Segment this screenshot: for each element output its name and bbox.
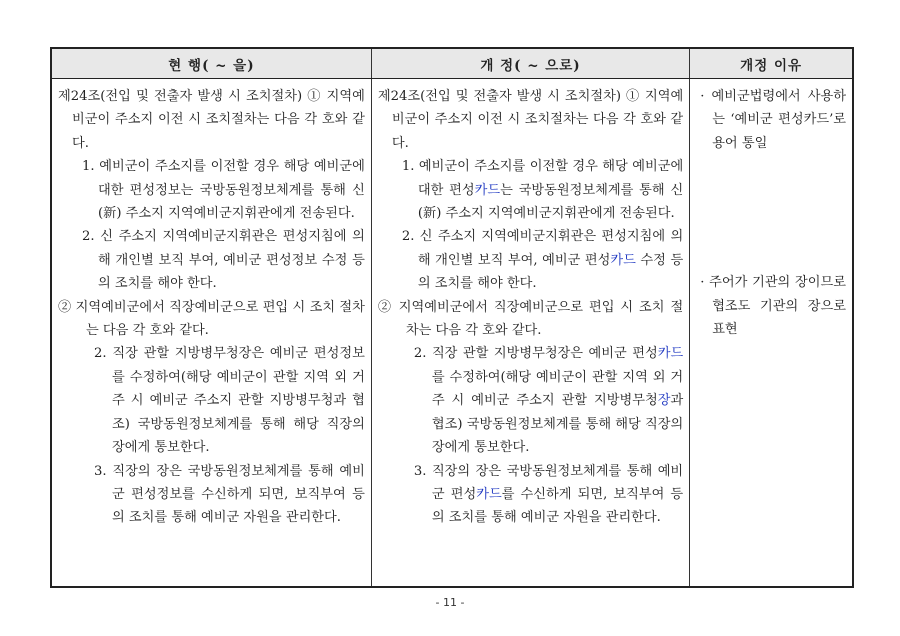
header-revised: 개 정( ~ 으로) xyxy=(371,48,689,79)
revised-article-title: 제24조(전입 및 전출자 발생 시 조치절차) ① 지역예비군이 주소지 이전 시 조치절차는 다음 각 호와 같다. xyxy=(377,89,684,151)
revised-p2-item-2-text-b: 를 수정하여(해당 예비군이 관할 지역 외 거주 시 예비군 주소지 관할 지방병무청 xyxy=(431,369,684,409)
reason-1: · 예비군법령에서 사용하는 ‘예비군 편성카드’로 용어 통일 xyxy=(700,89,846,151)
revised-item-1-text-b: 는 국방동원정보체계를 통해 신(新) 주소지 지역예비군지휘관에게 전송된다. xyxy=(417,182,684,222)
revised-p2-item-3-highlight: 카드 xyxy=(476,486,502,502)
current-article-title: 제24조(전입 및 전출자 발생 시 조치절차) ① 지역예비군이 주소지 이전 시 조치절차는 다음 각 호와 같다. xyxy=(58,89,365,151)
revised-p2-item-2-text-a: 2. 직장 관할 지방병무청장은 예비군 편성 xyxy=(413,346,658,362)
revised-item-2-text-a: 2. 신 주소지 지역예비군지휘관은 편성지침에 의해 개인별 보직 부여, 예비군 편성 xyxy=(401,229,684,268)
reason-2: · 주어가 기관의 장이므로 협조도 기관의 장으로 표현 xyxy=(700,275,846,338)
revised-p2-item-2-highlight-2: 장 xyxy=(657,393,671,409)
current-paragraph-2-item-3: 3. 직장의 장은 국방동원정보체계를 통해 예비군 편성정보를 수신하게 되면, 보직부여 등의 조치를 통해 예비군 자원을 관리한다. xyxy=(94,463,365,526)
revised-item-1 xyxy=(386,155,683,225)
header-row xyxy=(51,48,853,79)
current-column xyxy=(51,79,371,588)
reason-column xyxy=(690,79,853,588)
header-reason: 개정 이유 xyxy=(690,48,853,79)
content-row xyxy=(51,79,853,588)
revised-paragraph-2-item-3 xyxy=(386,460,683,530)
current-paragraph-2-item-2: 2. 직장 관할 지방병무청장은 예비군 편성정보를 수정하여(해당 예비군이 관할 지역 외 거주 시 예비군 주소지 관할 지방병무청과 협조) 국방동원정보체계를 통해 해당 직장의 장에게 통보한다. xyxy=(94,346,365,456)
revised-paragraph-2: ② 지역예비군에서 직장예비군으로 편입 시 조치 절차는 다음 각 호와 같다. xyxy=(377,299,684,339)
header-current: 현 행( ~ 을) xyxy=(51,48,371,79)
revised-item-1-text-a: 1. 예비군이 주소지를 이전할 경우 해당 예비군에 대한 편성 xyxy=(401,159,684,198)
current-paragraph-2: ② 지역예비군에서 직장예비군으로 편입 시 조치 절차는 다음 각 호와 같다. xyxy=(58,299,365,339)
comparison-table xyxy=(50,47,854,588)
page-number: - 11 - xyxy=(435,596,465,609)
revised-item-2-highlight: 카드 xyxy=(610,252,636,268)
revised-item-2-text-b: 수정 등의 조치를 해야 한다. xyxy=(417,252,684,292)
revised-p2-item-3-text-a: 3. 직장의 장은 국방동원정보체계를 통해 예비군 편성 xyxy=(413,463,684,502)
current-item-1: 1. 예비군이 주소지를 이전할 경우 해당 예비군에 대한 편성정보는 국방동원정보체계를 통해 신(新) 주소지 지역예비군지휘관에게 전송된다. xyxy=(82,159,365,222)
revised-p2-item-2-highlight-1: 카드 xyxy=(657,346,684,362)
reason-spacer xyxy=(696,155,846,271)
revised-column xyxy=(371,79,689,588)
revised-item-1-highlight: 카드 xyxy=(474,182,501,198)
revised-p2-item-2-text-c: 과 협조) 국방동원정보체계를 통해 해당 직장의 장에게 통보한다. xyxy=(431,393,684,456)
revised-p2-item-3-text-b: 를 수신하게 되면, 보직부여 등의 조치를 통해 예비군 자원을 관리한다. xyxy=(431,486,684,526)
current-item-2: 2. 신 주소지 지역예비군지휘관은 편성지침에 의해 개인별 보직 부여, 예비군 편성정보 수정 등의 조치를 해야 한다. xyxy=(82,229,365,292)
revised-item-2 xyxy=(386,225,683,295)
revised-paragraph-2-item-2 xyxy=(386,342,683,459)
